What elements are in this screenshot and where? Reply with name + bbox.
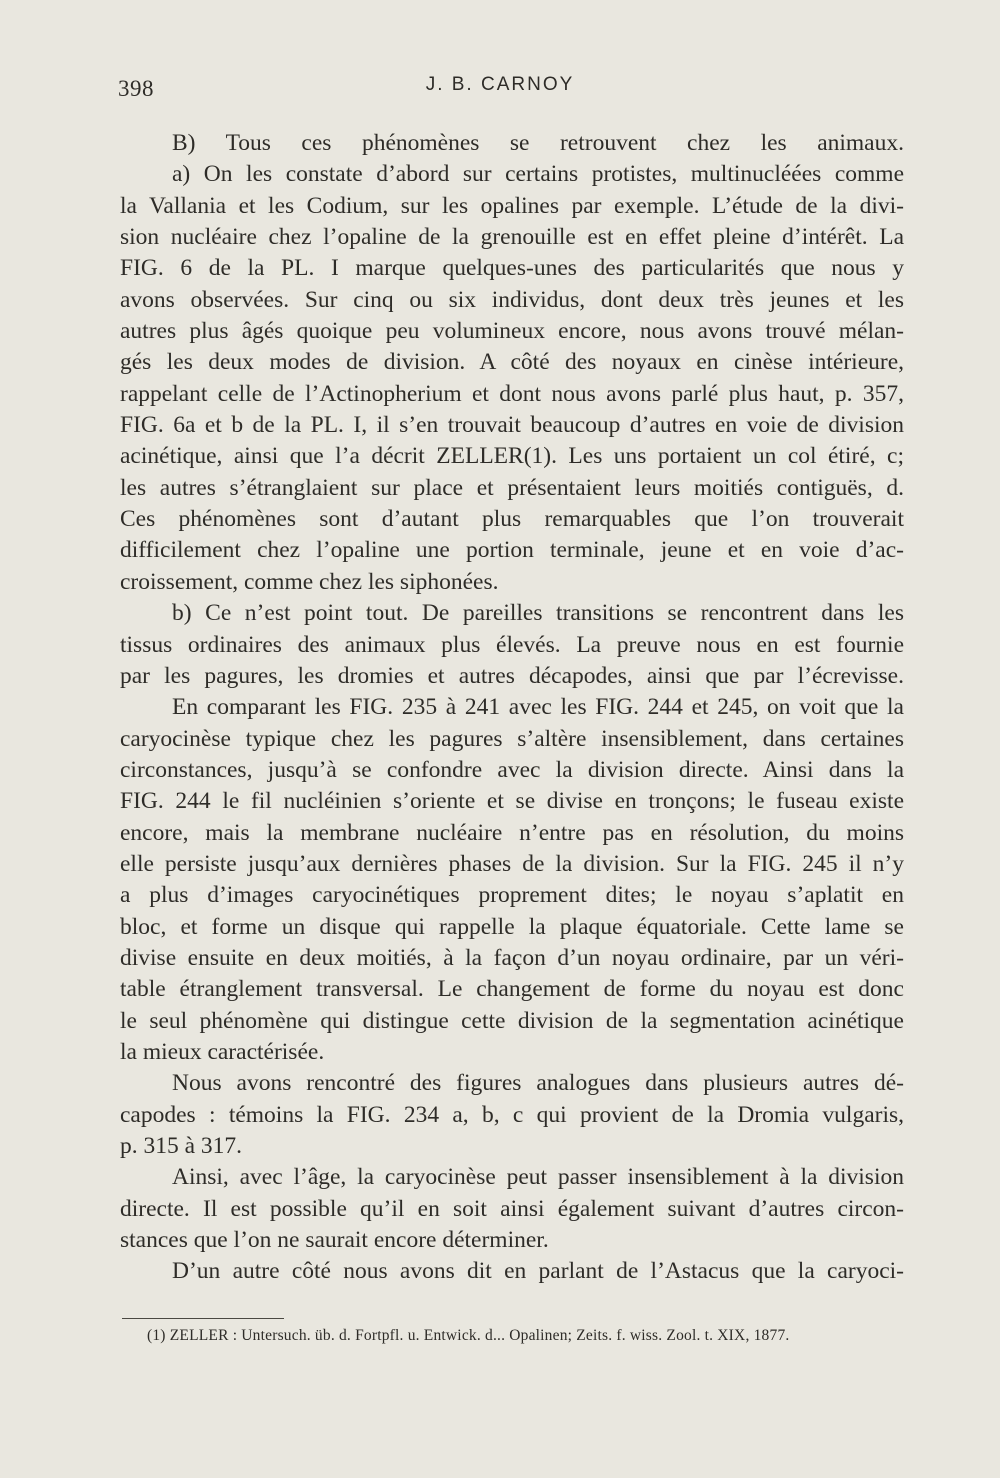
body-text (120, 128, 904, 1288)
text-line: sion nucléaire chez l’opaline de la grenouille est en effet pleine d’intérêt. La (120, 224, 904, 251)
text-line: croissement, comme chez les siphonées. (120, 568, 499, 595)
text-line: directe. Il est possible qu’il en soit ainsi également suivant d’autres circon- (120, 1195, 904, 1222)
text-line: En comparant les FIG. 235 à 241 avec les FIG. 244 et 245, on voit que la (172, 694, 904, 721)
text-line: table étranglement transversal. Le changement de forme du noyau est donc (120, 976, 904, 1003)
text-line: gés les deux modes de division. A côté des noyaux en cinèse intérieure, (120, 349, 904, 376)
text-line: p. 315 à 317. (120, 1133, 243, 1159)
text-line: autres plus âgés quoique peu volumineux encore, nous avons trouvé mélan- (120, 318, 904, 345)
text-line: FIG. 6a et b de la PL. I, il s’en trouvait beaucoup d’autres en voie de division (120, 412, 904, 439)
text-line: la mieux caractérisée. (120, 1038, 325, 1065)
text-line: Ces phénomènes sont d’autant plus remarquables que l’on trouverait (120, 506, 904, 533)
footnote: (1) ZELLER : Untersuch. üb. d. Fortpfl. u. Entwick. d... Opalinen; Zeits. f. wiss. Zool. t. XIX, 1877. (147, 1327, 790, 1344)
footnote-rule (122, 1318, 284, 1319)
text-line: divise ensuite en deux moitiés, à la façon d’un noyau ordinaire, par un véri- (120, 944, 904, 971)
text-line: acinétique, ainsi que l’a décrit ZELLER(1). Les uns portaient un col étiré, c; (120, 443, 904, 470)
text-line: rappelant celle de l’Actinopherium et dont nous avons parlé plus haut, p. 357, (120, 380, 904, 407)
text-line: le seul phénomène qui distingue cette division de la segmentation acinétique (120, 1007, 904, 1034)
text-line: FIG. 244 le fil nucléinien s’oriente et se divise en tronçons; le fuseau existe (120, 788, 904, 815)
page-number: 398 (118, 76, 154, 101)
text-line: B) Tous ces phénomènes se retrouvent chez les animaux. (172, 130, 904, 156)
text-line: FIG. 6 de la PL. I marque quelques-unes des particularités que nous y (120, 255, 904, 282)
text-line: tissus ordinaires des animaux plus élevés. La preuve nous en est fournie (120, 631, 904, 658)
text-line: b) Ce n’est point tout. De pareilles transitions se rencontrent dans les (172, 600, 904, 627)
text-line: circonstances, jusqu’à se confondre avec la division directe. Ainsi dans la (120, 756, 904, 783)
text-line: difficilement chez l’opaline une portion terminale, jeune et en voie d’ac- (120, 537, 904, 564)
text-line: a) On les constate d’abord sur certains protistes, multinucléées comme (172, 161, 904, 188)
text-line: capodes : témoins la FIG. 234 a, b, c qui provient de la Dromia vulgaris, (120, 1101, 904, 1128)
text-line: Nous avons rencontré des figures analogues dans plusieurs autres dé- (172, 1070, 904, 1097)
text-line: elle persiste jusqu’aux dernières phases de la division. Sur la FIG. 245 il n’y (120, 850, 904, 877)
text-line: a plus d’images caryocinétiques proprement dites; le noyau s’aplatit en (120, 882, 904, 909)
text-line: la Vallania et les Codium, sur les opalines par exemple. L’étude de la divi- (120, 192, 904, 219)
text-line: stances que l’on ne saurait encore déterminer. (120, 1227, 549, 1254)
text-line: bloc, et forme un disque qui rappelle la plaque équatoriale. Cette lame se (120, 913, 904, 940)
text-line: D’un autre côté nous avons dit en parlant de l’Astacus que la caryoci- (172, 1258, 904, 1285)
text-line: par les pagures, les dromies et autres décapodes, ainsi que par l’écrevisse. (120, 662, 904, 689)
running-head: J. B. CARNOY (425, 74, 575, 95)
text-line: caryocinèse typique chez les pagures s’altère insensiblement, dans certaines (120, 725, 904, 752)
text-line: les autres s’étranglaient sur place et présentaient leurs moitiés contiguës, d. (120, 474, 904, 501)
text-line: Ainsi, avec l’âge, la caryocinèse peut passer insensiblement à la division (172, 1164, 904, 1191)
text-line: encore, mais la membrane nucléaire n’entre pas en résolution, du moins (120, 819, 904, 846)
text-line: avons observées. Sur cinq ou six individus, dont deux très jeunes et les (120, 286, 904, 313)
